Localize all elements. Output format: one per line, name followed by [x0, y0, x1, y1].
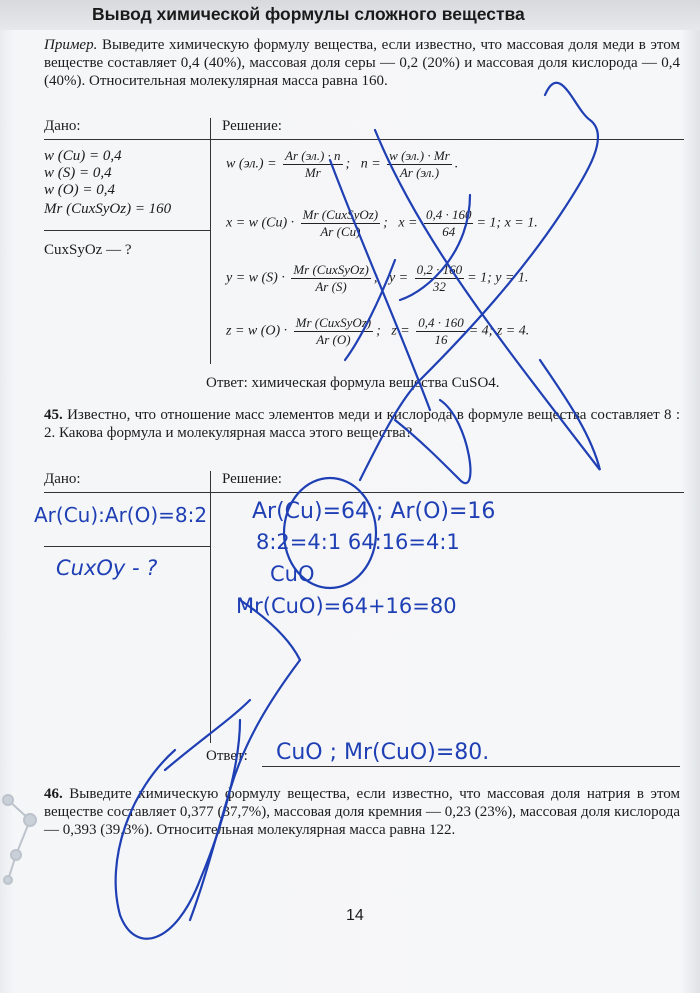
task45-given-rule — [44, 546, 210, 547]
task45-paragraph — [44, 406, 680, 442]
task45-column-divider — [210, 471, 211, 743]
formula-1-den2: 64 — [442, 224, 456, 239]
task45-header-rule — [44, 492, 684, 493]
page-number: 14 — [346, 907, 364, 924]
formula-1-lhs: x = w (Cu) · — [226, 215, 295, 231]
formula-3-num: Mr (CuxSyOz) — [295, 315, 372, 330]
formula-row-2 — [226, 262, 528, 295]
example-paragraph — [44, 36, 680, 90]
task45-answer-label: Ответ: — [206, 748, 248, 764]
formula-3-lhs: z = w (O) · — [226, 323, 288, 339]
formula-0-frac — [283, 148, 343, 181]
formula-0-tail: . — [454, 156, 459, 172]
example-header-rule — [44, 139, 684, 140]
task46-paragraph — [44, 785, 680, 839]
formula-1-num: Mr (CuxSyOz) — [302, 207, 379, 222]
formula-1-den: Ar (Cu) — [320, 224, 361, 239]
formula-0-den: Mr — [304, 165, 321, 180]
example-column-divider — [210, 118, 211, 364]
formula-2-lhs2: y = — [388, 270, 409, 286]
formula-1-num2: 0,4 · 160 — [425, 207, 472, 222]
formula-3-lhs2: z = — [391, 323, 410, 339]
formula-0-den2: Ar (эл.) — [399, 165, 440, 180]
formula-3-frac — [294, 315, 373, 348]
hw-given-line: Ar(Cu):Ar(O)=8:2 — [34, 503, 208, 527]
example-solution-label: Решение: — [222, 118, 282, 134]
formula-2-frac2 — [415, 262, 465, 295]
formula-2-lhs: y = w (S) · — [226, 270, 285, 286]
example-given-label: Дано: — [44, 118, 81, 134]
hw-solution-line-3: CuO — [270, 562, 315, 586]
hw-answer: CuO ; Mr(CuO)=80. — [276, 740, 490, 765]
formula-row-0 — [226, 148, 458, 181]
formula-0-lhs: w (эл.) = — [226, 156, 277, 172]
formula-0-lhs2: n = — [360, 156, 381, 172]
formula-3-den2: 16 — [434, 332, 448, 347]
formula-1-sep: ; — [383, 215, 388, 231]
formula-3-num2: 0,4 · 160 — [418, 315, 464, 330]
example-lead: Пример. — [44, 37, 98, 53]
hw-unknown-line: CuxOy - ? — [56, 556, 158, 580]
formula-2-den2: 32 — [432, 279, 446, 294]
formula-1-lhs2: x = — [398, 215, 418, 231]
page-title: Вывод химической формулы сложного вещества — [92, 4, 525, 24]
example-given-0: w (Cu) = 0,4 — [44, 148, 122, 164]
formula-2-den: Ar (S) — [315, 279, 347, 294]
formula-row-1 — [226, 207, 538, 240]
formula-2-sep: ; — [373, 270, 379, 286]
formula-2-num2: 0,2 · 160 — [416, 262, 463, 277]
example-answer: Ответ: химическая формула вещества CuSO4. — [206, 375, 500, 391]
formula-3-den: Ar (O) — [316, 332, 351, 347]
example-given-2: w (O) = 0,4 — [44, 182, 115, 198]
task45-given-label: Дано: — [44, 471, 81, 487]
task45-answer-rule — [262, 766, 680, 767]
formula-0-frac2 — [387, 148, 452, 181]
formula-3-sep: ; — [376, 323, 381, 339]
task45-number: 45. — [44, 407, 63, 423]
molecule-decoration-icon — [0, 760, 60, 900]
formula-0-num2: w (эл.) · Mr — [389, 148, 450, 163]
hw-solution-line-4: Mr(CuO)=64+16=80 — [236, 594, 457, 618]
example-unknown: CuxSyOz — ? — [44, 242, 132, 258]
task45-solution-label: Решение: — [222, 471, 282, 487]
example-given-rule — [44, 230, 210, 231]
formula-1-frac2 — [424, 207, 474, 240]
formula-1-tail: = 1; x = 1. — [476, 215, 538, 231]
task46-number: 46. — [44, 786, 63, 802]
hw-solution-line-1: Ar(Cu)=64 ; Ar(O)=16 — [252, 499, 496, 524]
example-text: Выведите химическую формулу вещества, если известно, что массовая доля меди в этом веществе составляет 0,4 (40%), массовая доля серы — 0,2 (20%) и массовая доля кислорода — 0,4 (40%). Относительная молекулярная масса равна 160. — [44, 37, 681, 89]
example-given-3: Mr (CuxSyOz) = 160 — [44, 201, 172, 217]
formula-1-frac — [301, 207, 380, 240]
task46-text: Выведите химическую формулу вещества, если известно, что массовая доля натрия в этом веществе составляет 0,377 (37,7%), массовая доля кремния — 0,23 (23%), массовая доля кислорода — 0,393 (39,3%). Относительная молекулярная масса равна 122. — [44, 786, 681, 838]
hw-solution-line-2: 8:2=4:1 64:16=4:1 — [256, 530, 460, 554]
formula-3-tail: = 4; z = 4. — [468, 323, 530, 339]
formula-0-sep: ; — [345, 156, 351, 172]
formula-3-frac2 — [416, 315, 466, 348]
formula-0-num: Ar (эл.) · n — [285, 148, 341, 163]
formula-row-3 — [226, 315, 529, 348]
formula-2-frac — [291, 262, 370, 295]
example-given-1: w (S) = 0,4 — [44, 165, 112, 181]
formula-2-tail: = 1; y = 1. — [467, 270, 529, 286]
formula-2-num: Mr (CuxSyOz) — [293, 262, 369, 277]
task45-text: Известно, что отношение масс элементов меди и кислорода в формуле вещества составляет 8 : 2. Какова формула и молекулярная масса этого вещества? — [44, 407, 681, 441]
